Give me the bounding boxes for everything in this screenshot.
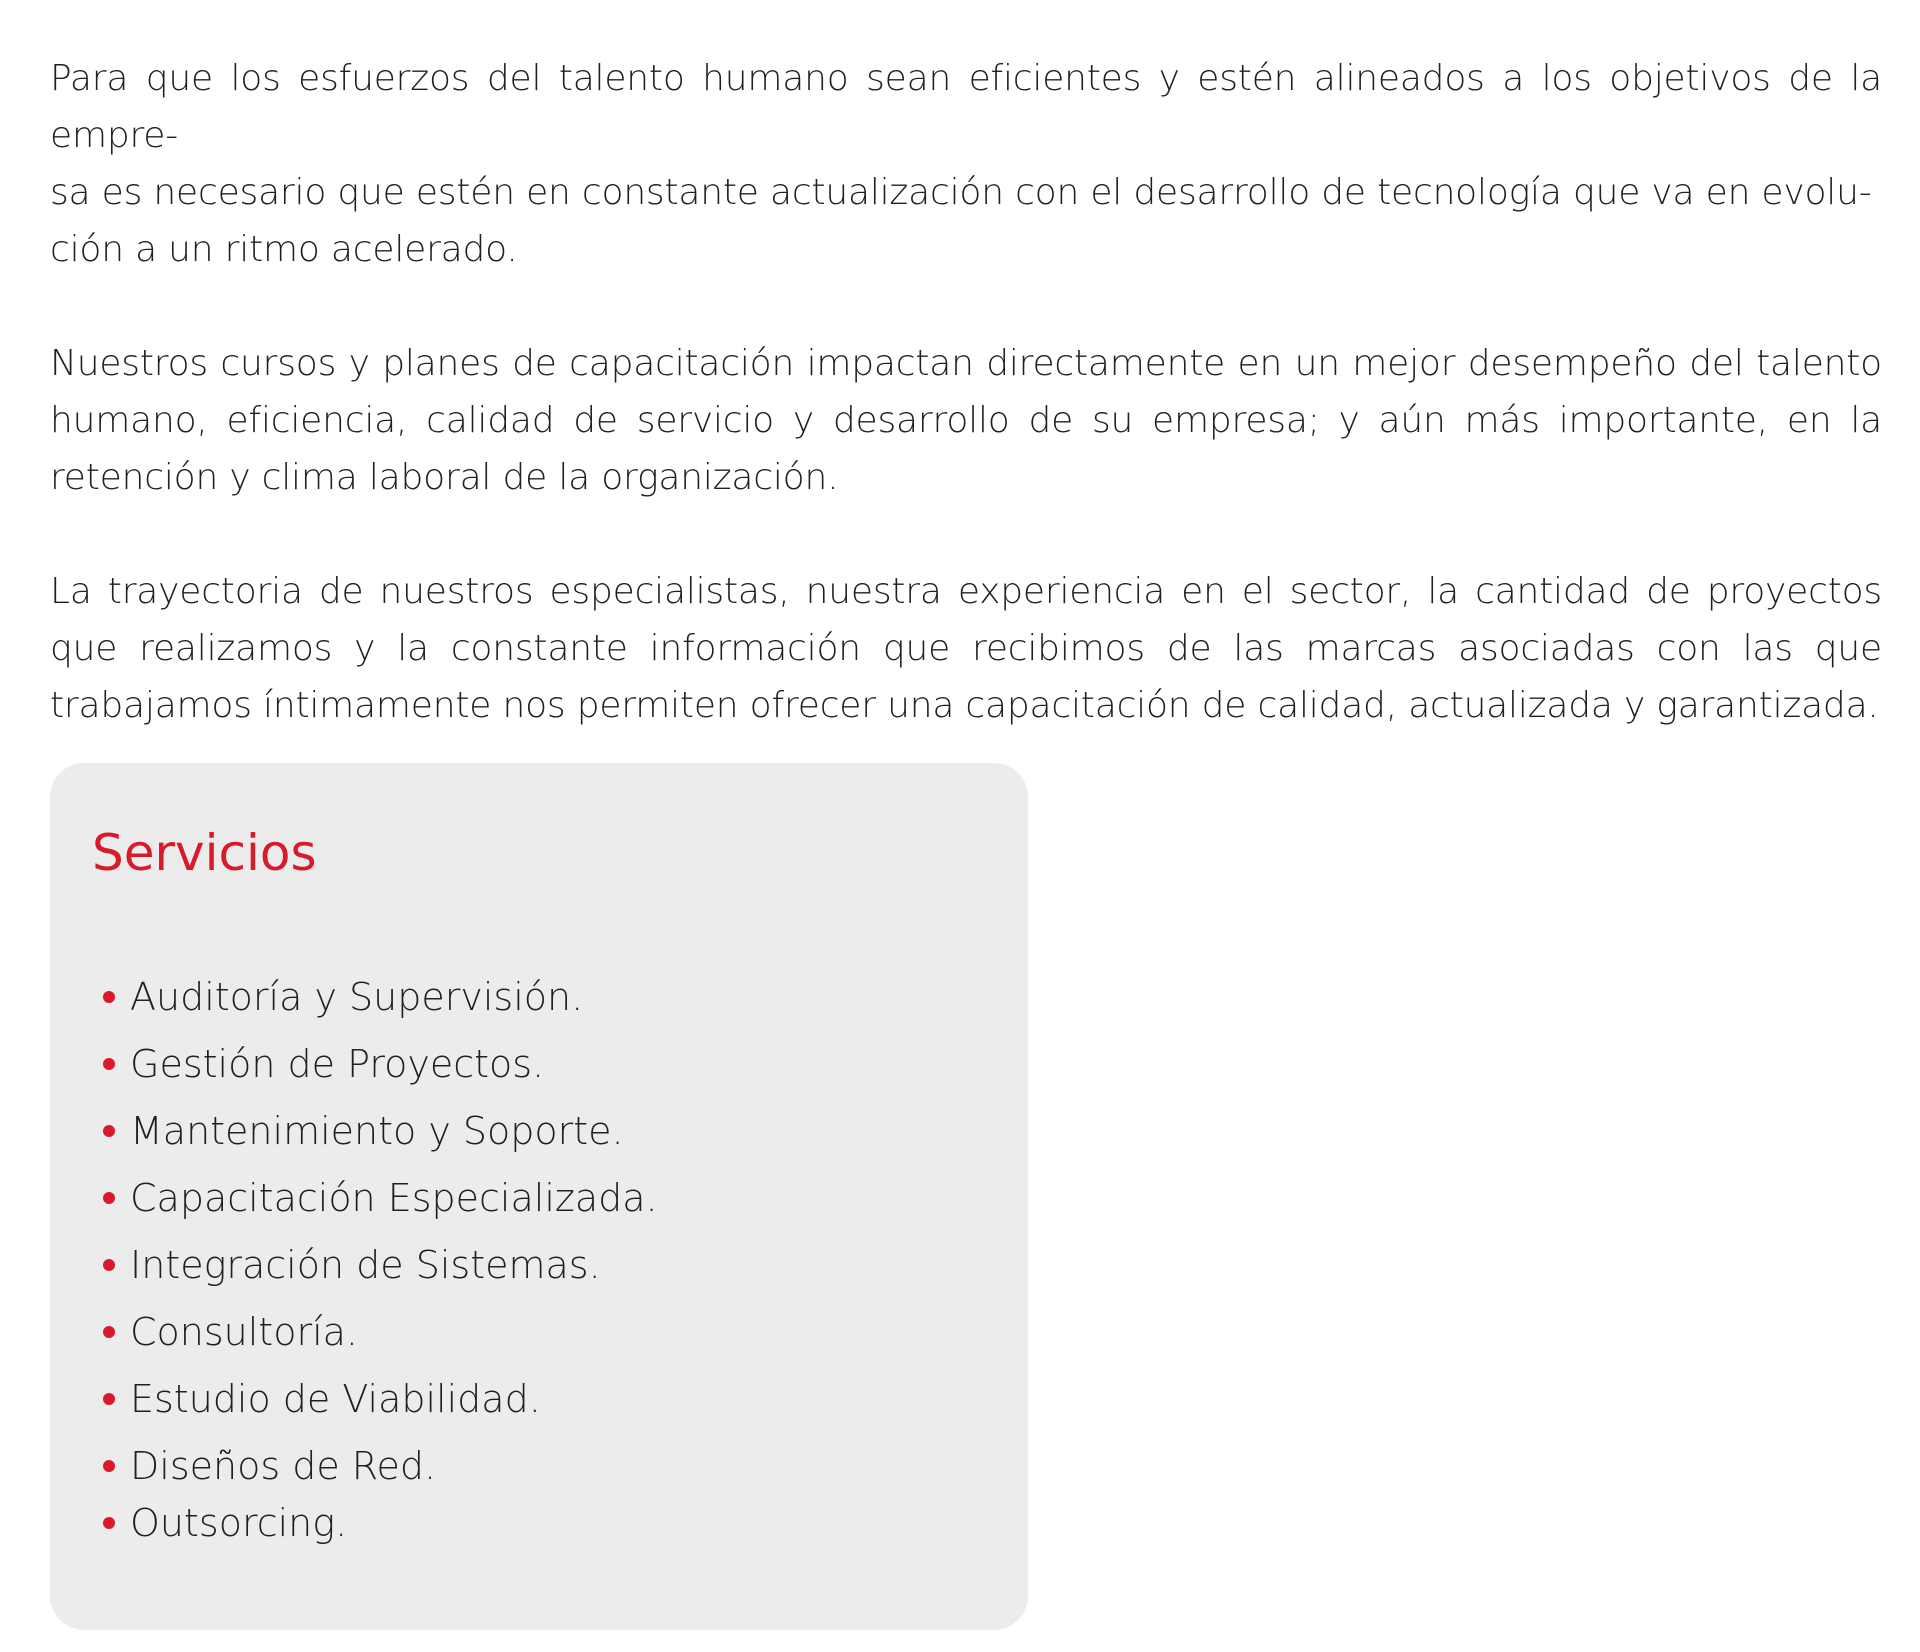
list-item <box>103 1432 658 1499</box>
list-item-label: Gestión de Proyectos. <box>130 1041 545 1086</box>
list-item-label: Diseños de Red. <box>130 1443 437 1488</box>
bullet-icon <box>103 1259 115 1271</box>
list-item <box>103 1164 658 1231</box>
bullet-icon <box>103 1517 115 1529</box>
list-item-label: Outsorcing. <box>130 1501 348 1545</box>
bullet-icon <box>103 1393 115 1405</box>
services-title: Servicios <box>92 824 317 882</box>
list-item-label: Estudio de Viabilidad. <box>130 1376 541 1421</box>
list-item-label: Auditoría y Supervisión. <box>130 974 584 1019</box>
services-card <box>50 763 1028 1630</box>
list-item <box>103 963 658 1030</box>
services-list <box>103 963 658 1553</box>
bullet-icon <box>103 1192 115 1204</box>
bullet-icon <box>103 1058 115 1070</box>
bullet-icon <box>103 1326 115 1338</box>
list-item <box>103 1097 658 1164</box>
list-item-label: Integración de Sistemas. <box>130 1242 601 1287</box>
list-item-label: Consultoría. <box>130 1309 358 1354</box>
list-item-label: Capacitación Especializada. <box>130 1175 658 1220</box>
list-item <box>103 1231 658 1298</box>
bullet-icon <box>103 1125 115 1137</box>
bullet-icon <box>103 991 115 1003</box>
list-item-label: Mantenimiento y Soporte. <box>130 1108 624 1153</box>
bullet-icon <box>103 1460 115 1472</box>
list-item <box>103 1493 658 1553</box>
list-item <box>103 1298 658 1365</box>
intro-paragraph-1: Para que los esfuerzos del talento humano sean eficientes y estén alineados a los objetivos de la empre- sa es necesario que estén en constante actualización con el desarrollo de tecnología que va en evolu- ción a un ritmo acelerado. <box>50 58 1882 270</box>
intro-paragraph-2: Nuestros cursos y planes de capacitación impactan directamente en un mejor desempeño del talento humano, eficiencia, calidad de servicio y desarrollo de su empresa; y aún más importante, en la retención y clima laboral de la organización. <box>50 343 1882 498</box>
intro-section <box>50 50 1882 734</box>
list-item <box>103 1030 658 1097</box>
intro-paragraph-3: La trayectoria de nuestros especialistas, nuestra experiencia en el sector, la cantidad de proyectos que realizamos y la constante información que recibimos de las marcas asociadas con las que trabajamos íntimamente nos permiten ofrecer una capacitación de calidad, actualizada y garantizada. <box>50 571 1882 726</box>
list-item <box>103 1365 658 1432</box>
